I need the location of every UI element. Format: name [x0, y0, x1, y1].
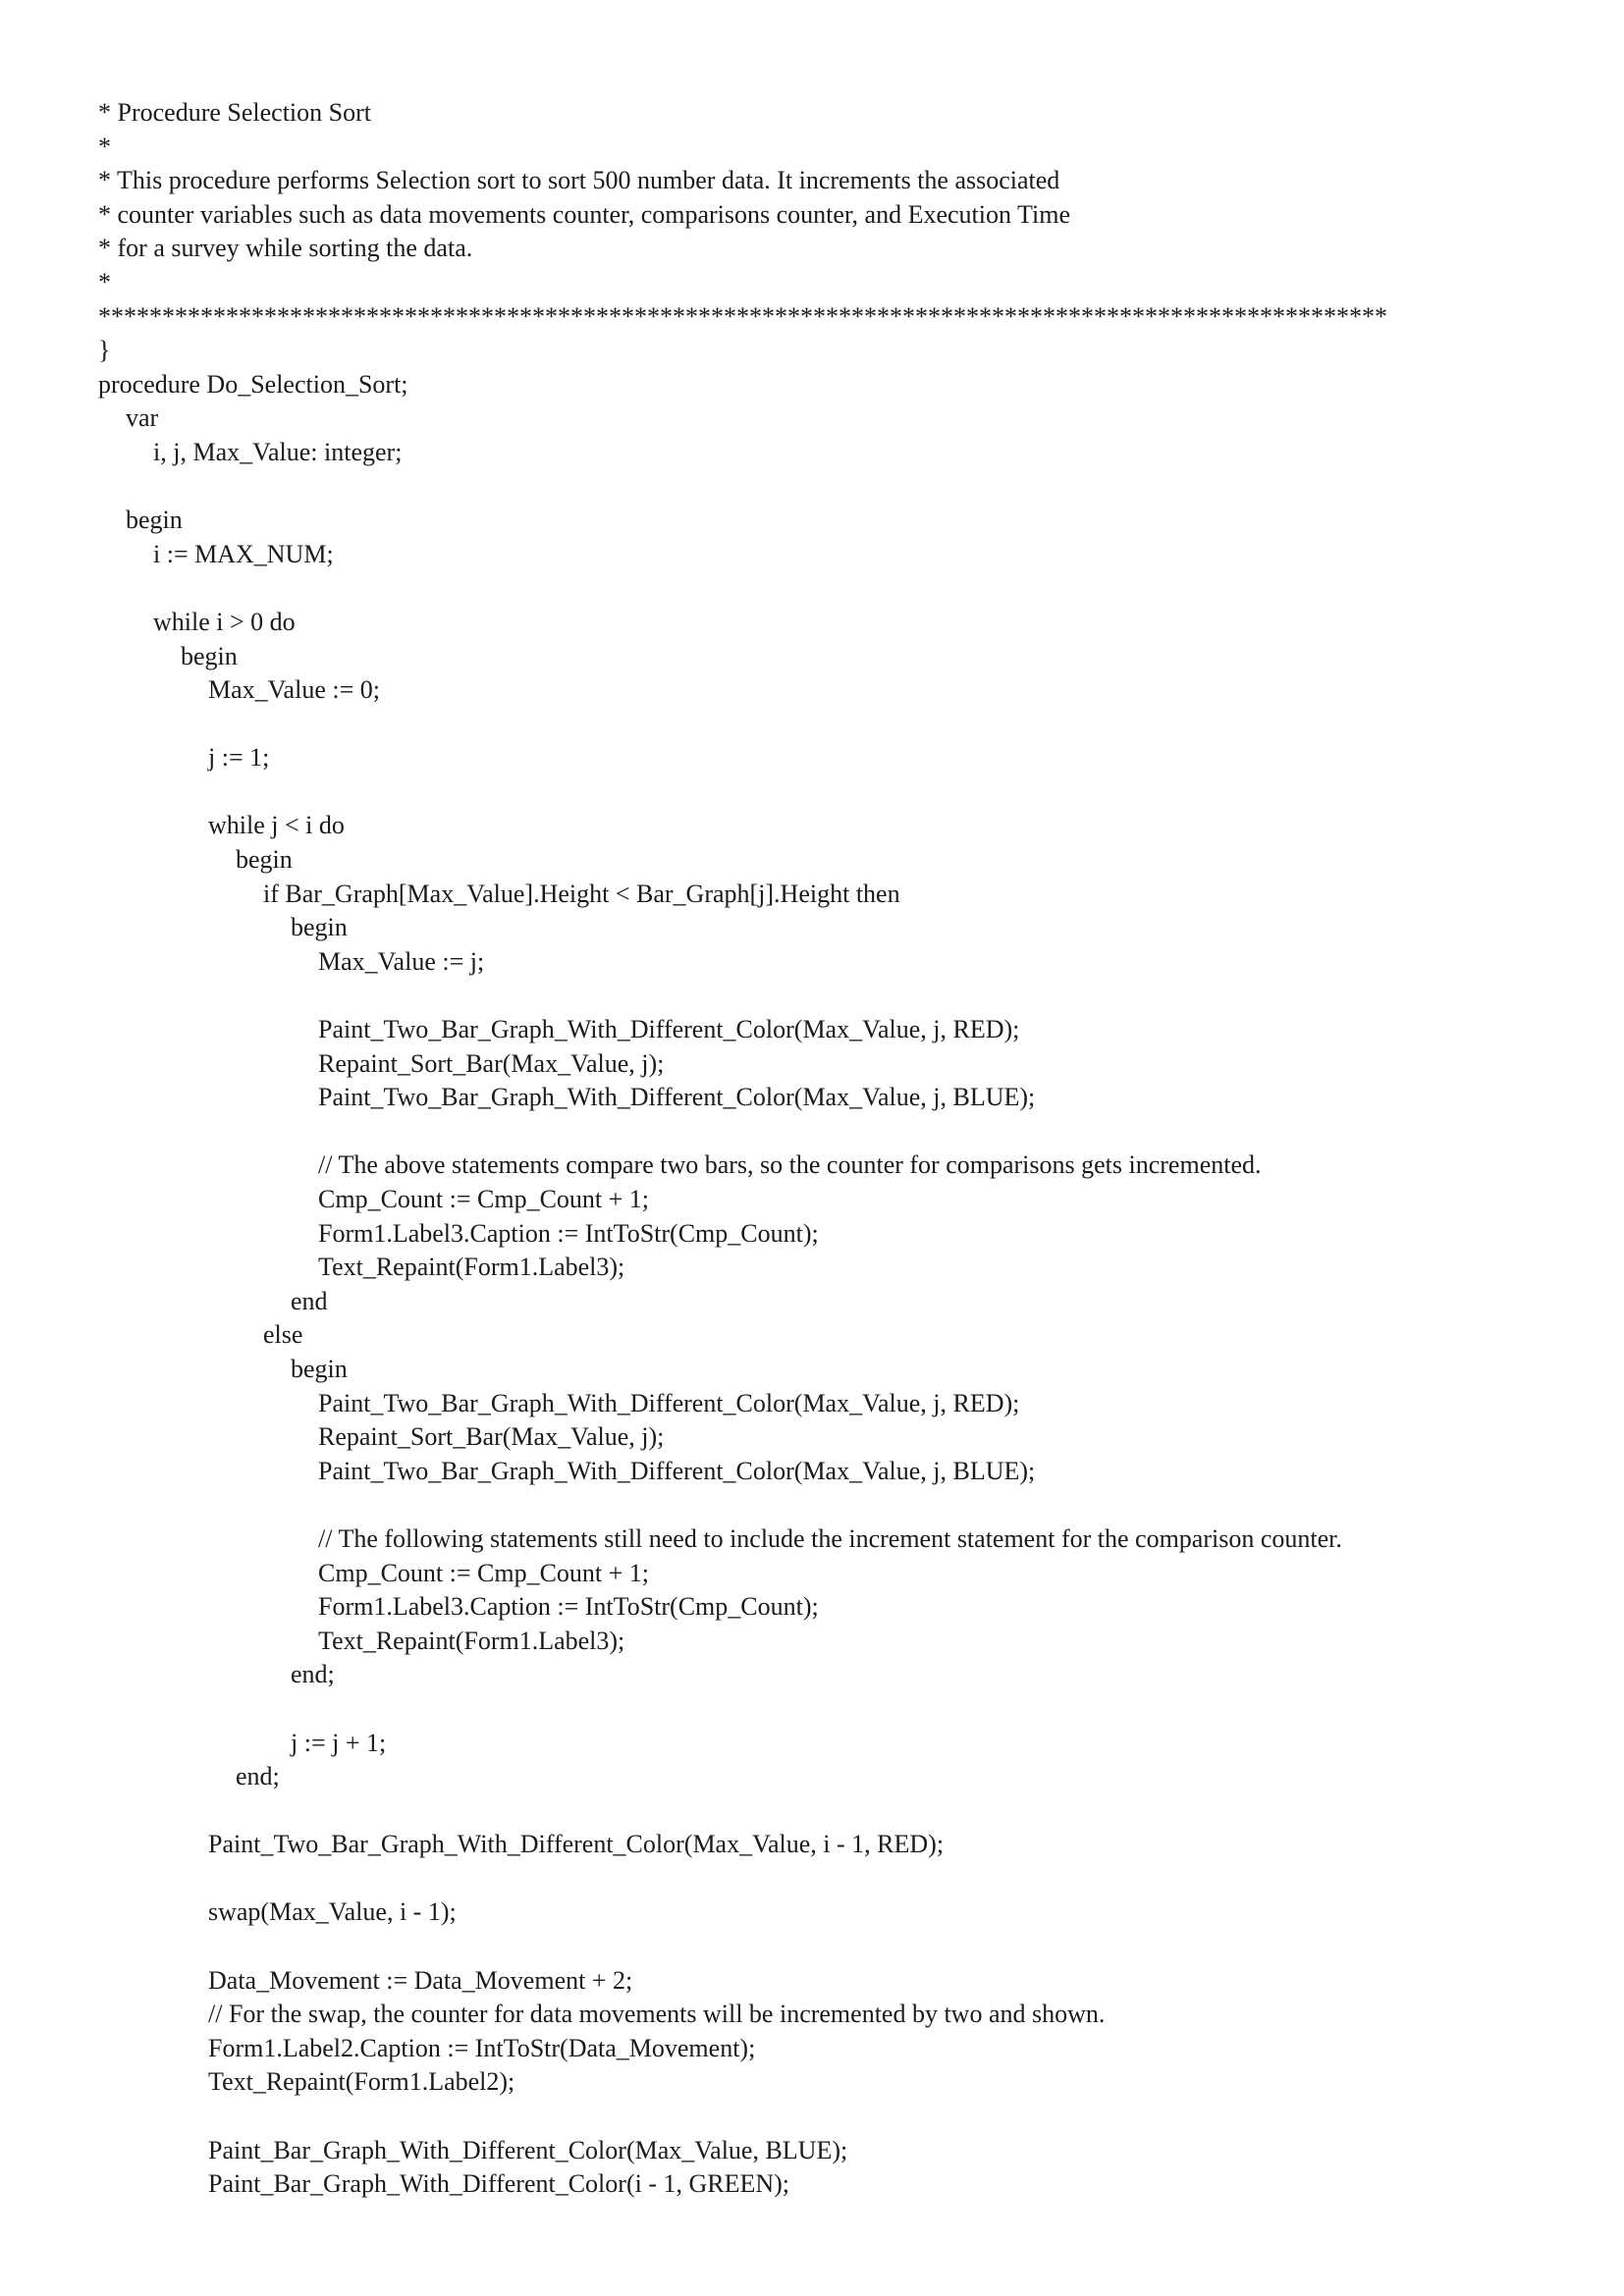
- code-line: if Bar_Graph[Max_Value].Height < Bar_Graph[j].Height then: [263, 879, 900, 908]
- code-line: swap(Max_Value, i - 1);: [208, 1897, 457, 1927]
- code-line: else: [263, 1320, 303, 1350]
- code-line: begin: [291, 1354, 348, 1383]
- code-line: *****************************************************************************************************: [98, 301, 1387, 331]
- code-line: * This procedure performs Selection sort to sort 500 number data. It increments the associated: [98, 166, 1060, 195]
- code-line: Max_Value := 0;: [208, 675, 380, 705]
- code-line: Form1.Label3.Caption := IntToStr(Cmp_Count);: [318, 1592, 819, 1622]
- code-line: Paint_Two_Bar_Graph_With_Different_Color(Max_Value, j, RED);: [318, 1015, 1020, 1044]
- code-line: // The following statements still need to include the increment statement for the comparison counter.: [318, 1523, 1342, 1553]
- code-line: begin: [126, 506, 183, 535]
- code-line: var: [126, 403, 159, 433]
- blank-line: [98, 2100, 1387, 2134]
- code-line: * Procedure Selection Sort: [98, 98, 371, 127]
- blank-line: [98, 1115, 1387, 1149]
- blank-line: [98, 775, 1387, 810]
- code-line: Paint_Two_Bar_Graph_With_Different_Color(Max_Value, j, BLUE);: [318, 1456, 1036, 1485]
- code-line: begin: [181, 641, 238, 670]
- blank-line: [98, 708, 1387, 742]
- code-line: Text_Repaint(Form1.Label3);: [318, 1626, 625, 1655]
- blank-line: [98, 1862, 1387, 1896]
- code-line: end;: [236, 1762, 280, 1791]
- code-line: Data_Movement := Data_Movement + 2;: [208, 1965, 633, 1995]
- code-line: begin: [291, 913, 348, 942]
- code-line: Text_Repaint(Form1.Label3);: [318, 1253, 625, 1282]
- code-line: Form1.Label3.Caption := IntToStr(Cmp_Count);: [318, 1218, 819, 1248]
- blank-line: [98, 571, 1387, 606]
- code-line: Repaint_Sort_Bar(Max_Value, j);: [318, 1048, 665, 1078]
- code-line: Paint_Two_Bar_Graph_With_Different_Color(Max_Value, j, BLUE);: [318, 1083, 1036, 1112]
- blank-line: [98, 470, 1387, 505]
- code-line: *: [98, 267, 111, 296]
- code-line: end: [291, 1286, 328, 1315]
- code-line: // For the swap, the counter for data movements will be incremented by two and shown.: [208, 2000, 1106, 2029]
- code-line: Cmp_Count := Cmp_Count + 1;: [318, 1558, 650, 1587]
- blank-line: [98, 1930, 1387, 1964]
- code-line: begin: [236, 845, 293, 875]
- code-line: j := j + 1;: [291, 1728, 387, 1757]
- code-listing: [98, 96, 1387, 2202]
- code-line: procedure Do_Selection_Sort;: [98, 369, 408, 399]
- code-line: Repaint_Sort_Bar(Max_Value, j);: [318, 1422, 665, 1452]
- code-line: * counter variables such as data movements counter, comparisons counter, and Execution Time: [98, 199, 1070, 229]
- blank-line: [98, 979, 1387, 1013]
- code-line: Paint_Two_Bar_Graph_With_Different_Color(Max_Value, i - 1, RED);: [208, 1830, 945, 1859]
- code-line: i := MAX_NUM;: [153, 539, 334, 568]
- code-line: * for a survey while sorting the data.: [98, 234, 473, 263]
- blank-line: [98, 1692, 1387, 1727]
- code-line: end;: [291, 1660, 335, 1689]
- blank-line: [98, 1794, 1387, 1829]
- code-line: Max_Value := j;: [318, 946, 485, 976]
- code-line: Cmp_Count := Cmp_Count + 1;: [318, 1185, 650, 1213]
- code-line: Paint_Bar_Graph_With_Different_Color(Max_Value, BLUE);: [208, 2135, 848, 2164]
- code-line: *: [98, 132, 111, 161]
- code-line: i, j, Max_Value: integer;: [153, 437, 403, 466]
- code-line: }: [98, 336, 111, 365]
- code-line: Text_Repaint(Form1.Label2);: [208, 2067, 515, 2097]
- blank-line: [98, 1488, 1387, 1522]
- code-line: j := 1;: [208, 743, 270, 773]
- code-line: while i > 0 do: [153, 607, 296, 636]
- code-line: Paint_Bar_Graph_With_Different_Color(i - 1, GREEN);: [208, 2169, 790, 2199]
- code-line: // The above statements compare two bars, so the counter for comparisons gets incremented.: [318, 1150, 1262, 1180]
- code-line: Paint_Two_Bar_Graph_With_Different_Color(Max_Value, j, RED);: [318, 1388, 1020, 1417]
- code-line: while j < i do: [208, 811, 345, 840]
- code-line: Form1.Label2.Caption := IntToStr(Data_Movement);: [208, 2033, 756, 2062]
